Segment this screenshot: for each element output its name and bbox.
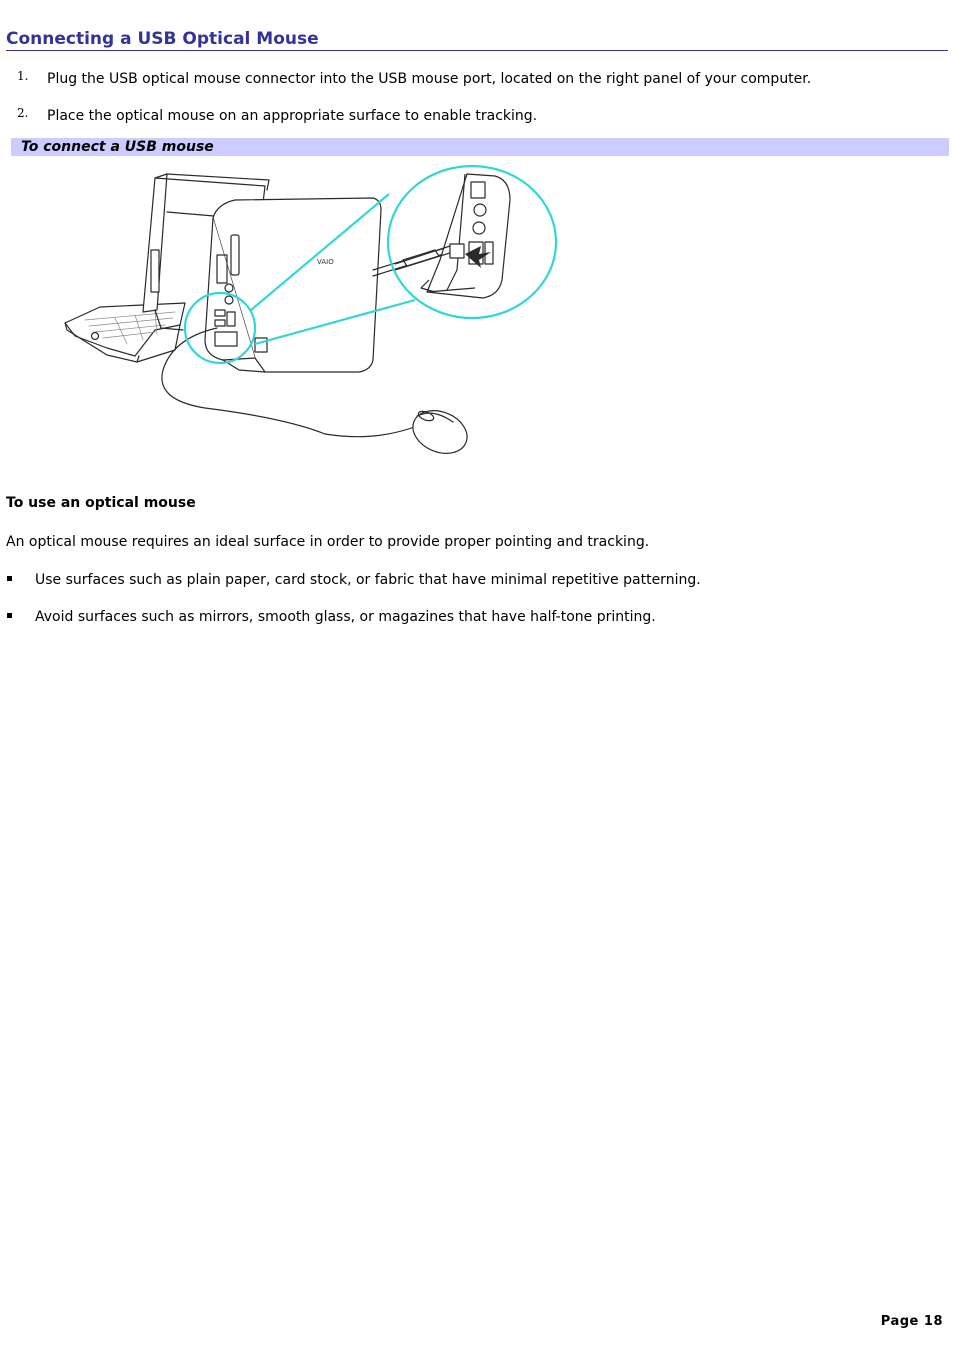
list-item-text: Avoid surfaces such as mirrors, smooth glass, or magazines that have half-tone printing. [35, 609, 656, 625]
computer-usb-mouse-illustration [55, 160, 565, 462]
step-number: 1. [17, 69, 29, 83]
list-item-text: Use surfaces such as plain paper, card stock, or fabric that have minimal repetitive patterning. [35, 572, 701, 588]
step-text: Place the optical mouse on an appropriate surface to enable tracking. [47, 108, 538, 124]
intro-paragraph: An optical mouse requires an ideal surface in order to provide proper pointing and tracking. [6, 534, 650, 550]
procedure-title: To connect a USB mouse [21, 139, 214, 155]
step-number: 2. [17, 106, 29, 120]
procedure-heading-bar [11, 138, 949, 156]
section-heading: To use an optical mouse [6, 495, 196, 511]
square-bullet-icon [7, 576, 12, 581]
svg-text:VAIO: VAIO [317, 258, 334, 266]
square-bullet-icon [7, 613, 12, 618]
step-text: Plug the USB optical mouse connector into the USB mouse port, located on the right panel of your computer. [47, 71, 812, 87]
page-number: Page 18 [880, 1314, 943, 1329]
page-title: Connecting a USB Optical Mouse [6, 29, 948, 51]
